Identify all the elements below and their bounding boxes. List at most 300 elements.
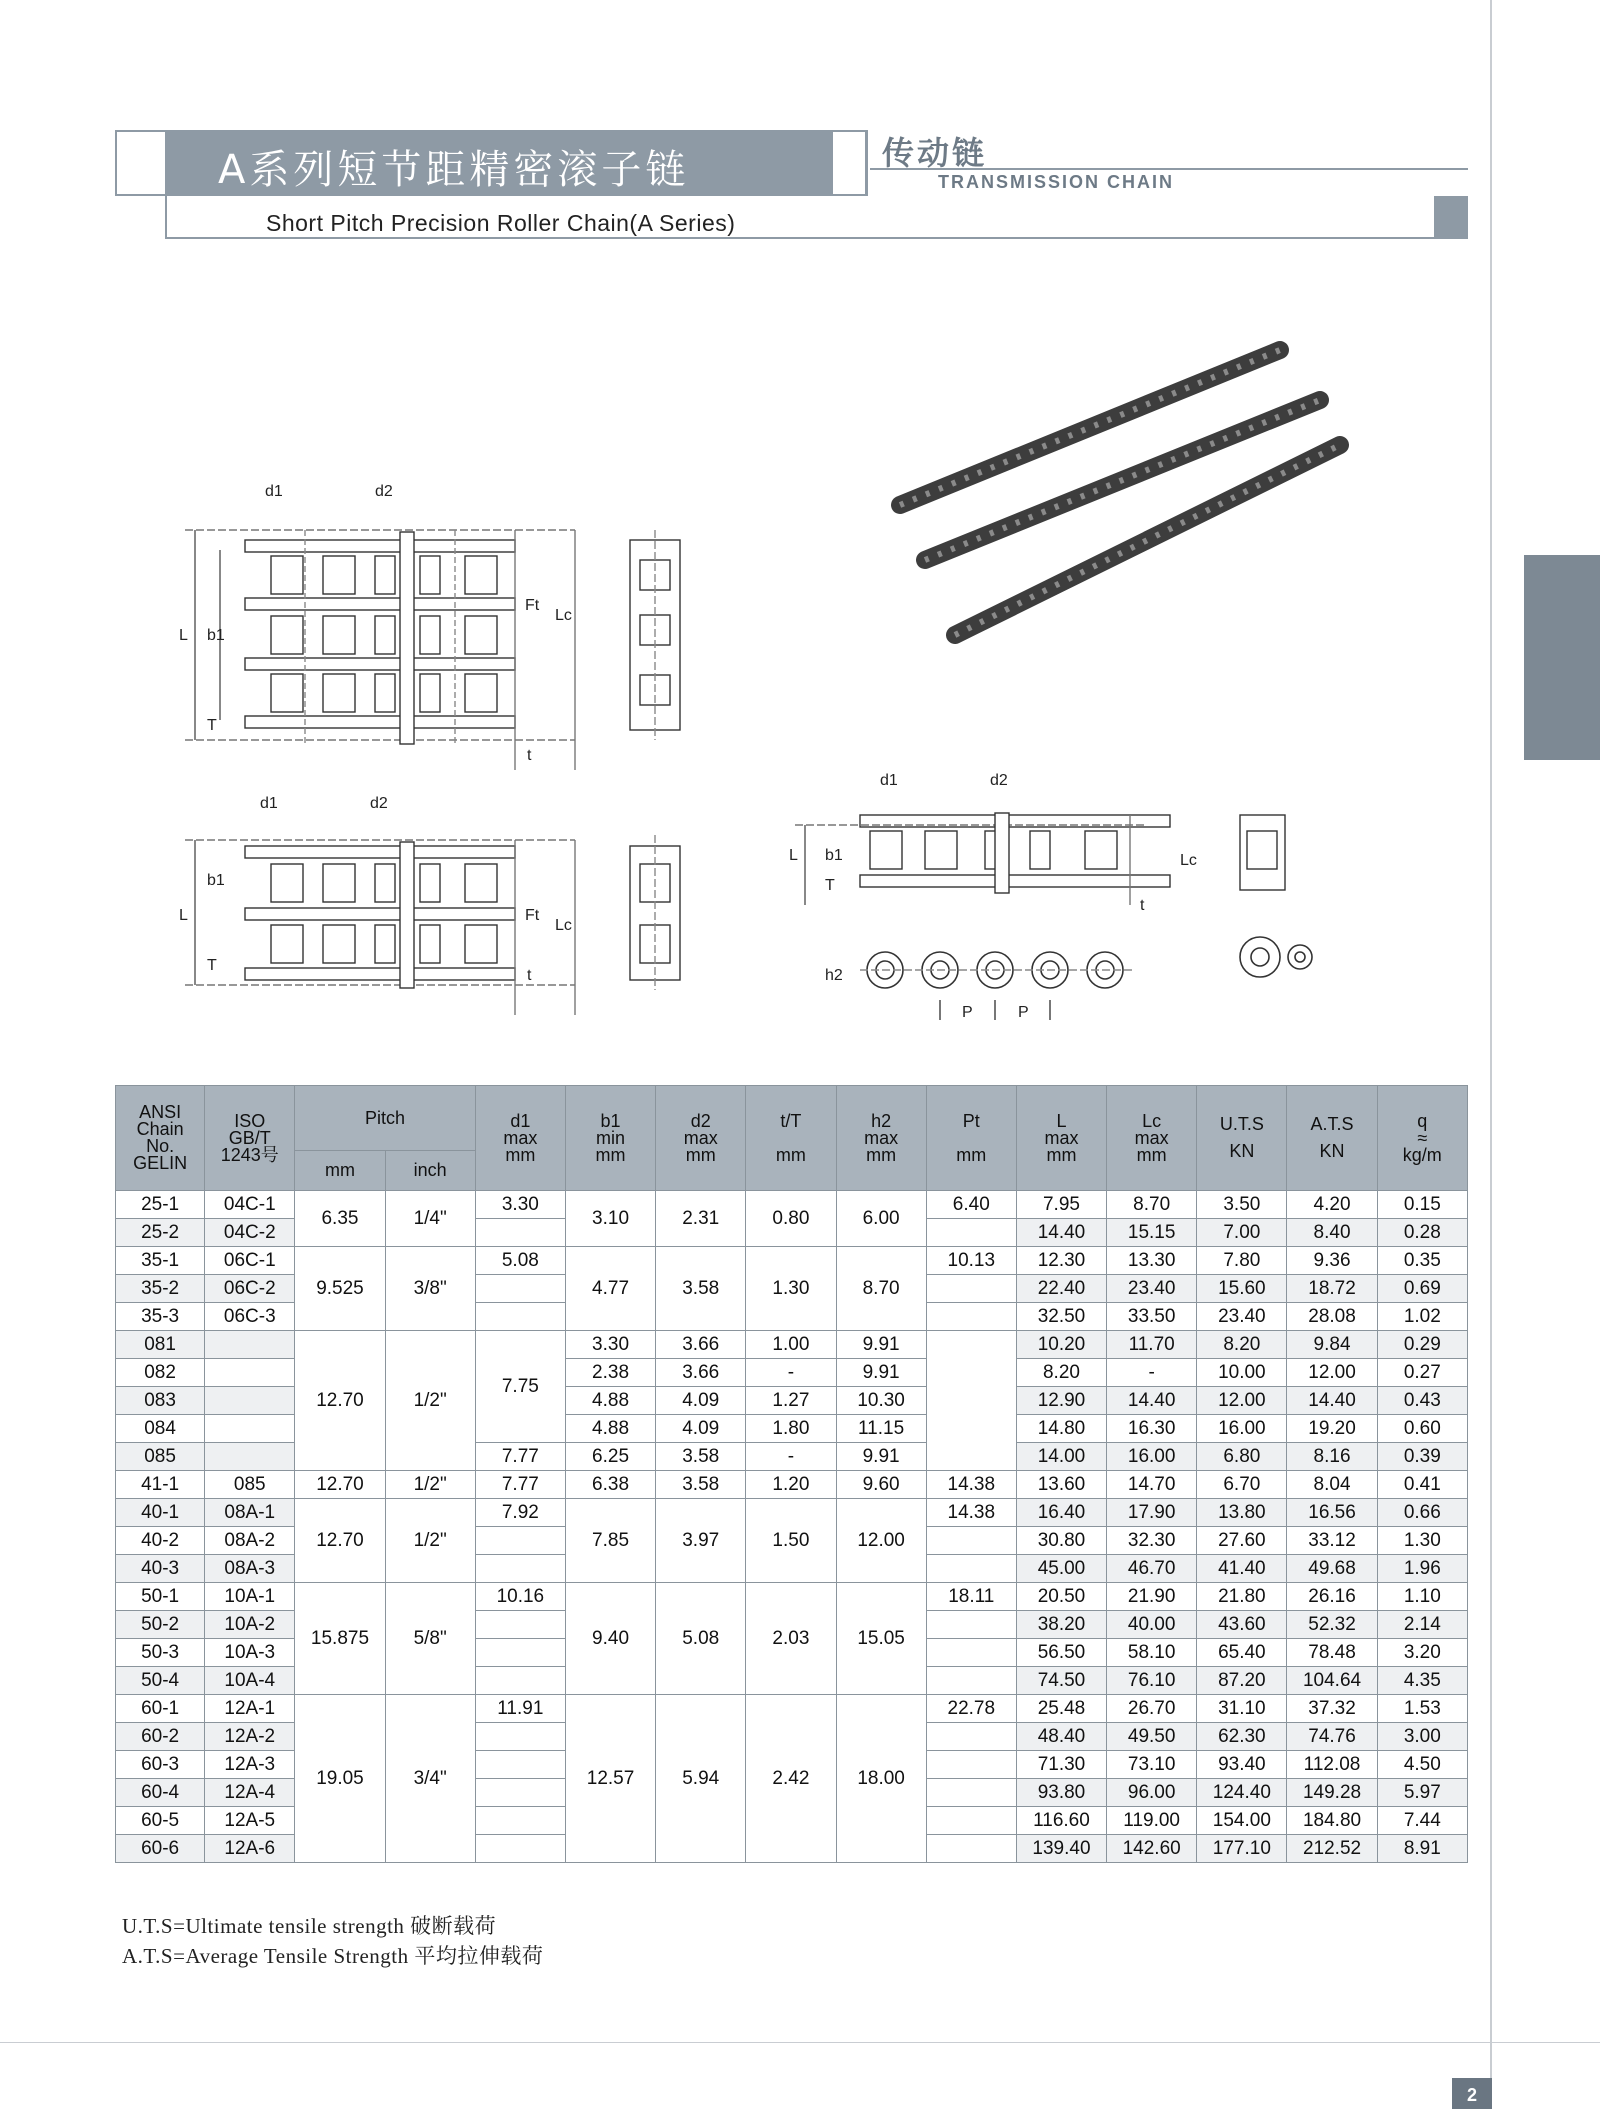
table-cell: 27.60: [1197, 1527, 1287, 1555]
table-cell: 12.00: [1197, 1387, 1287, 1415]
th-pt: [926, 1086, 1016, 1191]
th-iso-3: 1243号: [220, 1144, 279, 1165]
table-cell: 1.30: [746, 1247, 836, 1331]
th-q-2: ≈: [1417, 1127, 1428, 1148]
table-cell: 5.08: [656, 1583, 746, 1695]
table-cell: 10A-2: [205, 1611, 295, 1639]
table-cell: 4.77: [565, 1247, 655, 1331]
table-cell: 15.60: [1197, 1275, 1287, 1303]
label-d2: d2: [375, 483, 393, 500]
table-cell: 7.85: [565, 1499, 655, 1583]
th-d2-2: max: [683, 1127, 718, 1148]
table-cell: 50-3: [116, 1639, 205, 1667]
table-cell: 14.38: [926, 1471, 1016, 1499]
table-cell: [205, 1415, 295, 1443]
table-cell: 9.36: [1287, 1247, 1377, 1275]
table-cell: 06C-1: [205, 1247, 295, 1275]
label-Lc: Lc: [555, 607, 572, 624]
table-cell: [475, 1723, 565, 1751]
th-q-3: kg/m: [1402, 1144, 1442, 1165]
note-uts: U.T.S=Ultimate tensile strength 破断载荷: [122, 1914, 497, 1938]
th-d1-3: mm: [505, 1144, 536, 1165]
table-cell: 1.50: [746, 1499, 836, 1583]
th-ansi-3: No.: [146, 1136, 175, 1156]
table-cell: 1.00: [746, 1331, 836, 1359]
th-iso-1: ISO: [234, 1110, 266, 1131]
table-cell: [475, 1611, 565, 1639]
table-cell: 21.90: [1107, 1583, 1197, 1611]
table-cell: [205, 1387, 295, 1415]
table-cell: [475, 1219, 565, 1247]
table-cell: [926, 1331, 1016, 1471]
table-cell: 7.92: [475, 1499, 565, 1527]
table-cell: [475, 1807, 565, 1835]
th-b1-2: min: [596, 1127, 626, 1148]
label-L: L: [179, 627, 188, 644]
triplex-chain-drawing: [175, 470, 745, 770]
table-cell: [926, 1555, 1016, 1583]
table-cell: 6.40: [926, 1191, 1016, 1219]
table-cell: 15.15: [1107, 1219, 1197, 1247]
table-cell: 3.30: [565, 1331, 655, 1359]
table-cell: 26.70: [1107, 1695, 1197, 1723]
table-cell: 12A-2: [205, 1723, 295, 1751]
table-cell: 083: [116, 1387, 205, 1415]
table-cell: 33.12: [1287, 1527, 1377, 1555]
table-cell: 8.04: [1287, 1471, 1377, 1499]
table-cell: 23.40: [1107, 1275, 1197, 1303]
table-cell: 0.35: [1377, 1247, 1467, 1275]
th-L-2: max: [1044, 1127, 1079, 1148]
table-cell: 3.00: [1377, 1723, 1467, 1751]
table-cell: 1/2": [385, 1471, 475, 1499]
th-ansi: [116, 1086, 205, 1191]
table-cell: 1.02: [1377, 1303, 1467, 1331]
table-cell: 14.80: [1016, 1415, 1106, 1443]
table-cell: 2.38: [565, 1359, 655, 1387]
table-cell: 2.31: [656, 1191, 746, 1247]
table-cell: 4.50: [1377, 1751, 1467, 1779]
table-cell: 06C-3: [205, 1303, 295, 1331]
th-b1: [565, 1086, 655, 1191]
table-cell: 10A-3: [205, 1639, 295, 1667]
table-cell: 084: [116, 1415, 205, 1443]
table-cell: 12A-6: [205, 1835, 295, 1863]
table-cell: [475, 1303, 565, 1331]
label-b1: b1: [207, 627, 225, 644]
table-cell: 5.08: [475, 1247, 565, 1275]
table-cell: 49.68: [1287, 1555, 1377, 1583]
table-cell: 9.525: [295, 1247, 385, 1331]
table-cell: 3.58: [656, 1247, 746, 1331]
table-cell: 45.00: [1016, 1555, 1106, 1583]
table-cell: [926, 1611, 1016, 1639]
table-cell: [475, 1751, 565, 1779]
table-cell: 3.20: [1377, 1639, 1467, 1667]
table-cell: 7.44: [1377, 1807, 1467, 1835]
table-cell: 22.78: [926, 1695, 1016, 1723]
table-cell: 12.00: [836, 1499, 926, 1583]
label-b1-b: b1: [207, 872, 225, 889]
table-cell: 4.35: [1377, 1667, 1467, 1695]
th-uts-1: U.T.S: [1219, 1114, 1264, 1134]
table-cell: 085: [205, 1471, 295, 1499]
table-cell: 5.94: [656, 1695, 746, 1863]
table-cell: 5.97: [1377, 1779, 1467, 1807]
table-cell: 93.80: [1016, 1779, 1106, 1807]
th-pitch-inch: inch: [385, 1151, 475, 1191]
table-cell: 10.20: [1016, 1331, 1106, 1359]
table-cell: 184.80: [1287, 1807, 1377, 1835]
table-cell: 16.00: [1197, 1415, 1287, 1443]
table-cell: 25-2: [116, 1219, 205, 1247]
table-cell: 18.11: [926, 1583, 1016, 1611]
table-cell: 4.88: [565, 1387, 655, 1415]
table-cell: 73.10: [1107, 1751, 1197, 1779]
table-cell: 49.50: [1107, 1723, 1197, 1751]
table-body: [116, 1191, 1468, 1863]
table-cell: 8.40: [1287, 1219, 1377, 1247]
th-d1: [475, 1086, 565, 1191]
table-cell: 41-1: [116, 1471, 205, 1499]
table-cell: 081: [116, 1331, 205, 1359]
table-cell: 9.84: [1287, 1331, 1377, 1359]
table-cell: 48.40: [1016, 1723, 1106, 1751]
table-cell: 6.80: [1197, 1443, 1287, 1471]
table-cell: 112.08: [1287, 1751, 1377, 1779]
note-ats: A.T.S=Average Tensile Strength 平均拉伸载荷: [122, 1944, 544, 1968]
table-cell: 0.66: [1377, 1499, 1467, 1527]
th-iso: [205, 1086, 295, 1191]
label-L-b: L: [179, 907, 188, 924]
table-cell: 08A-2: [205, 1527, 295, 1555]
th-pt-1: Pt: [962, 1110, 980, 1131]
table-cell: 10A-4: [205, 1667, 295, 1695]
table-cell: 6.70: [1197, 1471, 1287, 1499]
table-cell: 17.90: [1107, 1499, 1197, 1527]
table-cell: 10.00: [1197, 1359, 1287, 1387]
table-cell: 60-6: [116, 1835, 205, 1863]
table-cell: [926, 1779, 1016, 1807]
table-cell: 7.77: [475, 1471, 565, 1499]
table-cell: 50-1: [116, 1583, 205, 1611]
table-cell: -: [746, 1443, 836, 1471]
table-cell: 87.20: [1197, 1667, 1287, 1695]
th-q: [1377, 1086, 1467, 1191]
table-cell: 8.20: [1016, 1359, 1106, 1387]
table-cell: 6.00: [836, 1191, 926, 1247]
table-cell: 26.16: [1287, 1583, 1377, 1611]
table-cell: [475, 1779, 565, 1807]
table-cell: 8.70: [1107, 1191, 1197, 1219]
label-Lc-c: Lc: [1180, 852, 1197, 869]
table-cell: 35-3: [116, 1303, 205, 1331]
table-cell: 082: [116, 1359, 205, 1387]
table-cell: [205, 1331, 295, 1359]
th-tT-3: mm: [775, 1144, 806, 1165]
table-cell: 8.91: [1377, 1835, 1467, 1863]
table-row: [116, 1191, 1468, 1219]
table-cell: 58.10: [1107, 1639, 1197, 1667]
th-ats-1: A.T.S: [1310, 1114, 1354, 1134]
th-tT: [746, 1086, 836, 1191]
table-cell: 37.32: [1287, 1695, 1377, 1723]
table-cell: 12A-3: [205, 1751, 295, 1779]
label-b1-c: b1: [825, 847, 843, 864]
label-d2-b: d2: [370, 795, 388, 812]
th-q-1: q: [1417, 1110, 1428, 1131]
th-L: [1016, 1086, 1106, 1191]
table-cell: [475, 1667, 565, 1695]
label-L-c: L: [789, 847, 798, 864]
table-cell: 16.00: [1107, 1443, 1197, 1471]
label-d1: d1: [265, 483, 283, 500]
table-cell: 9.60: [836, 1471, 926, 1499]
table-cell: 0.41: [1377, 1471, 1467, 1499]
table-cell: 25.48: [1016, 1695, 1106, 1723]
table-cell: 3.97: [656, 1499, 746, 1583]
table-cell: 19.20: [1287, 1415, 1377, 1443]
table-cell: 11.15: [836, 1415, 926, 1443]
table-cell: 1.10: [1377, 1583, 1467, 1611]
label-t-b: t: [527, 967, 532, 984]
table-cell: 60-1: [116, 1695, 205, 1723]
table-cell: [475, 1639, 565, 1667]
table-row: [116, 1499, 1468, 1527]
label-T: T: [207, 717, 217, 734]
chapter-tab: [1524, 555, 1600, 760]
label-T-c: T: [825, 877, 835, 894]
th-ats-3: KN: [1319, 1141, 1345, 1161]
table-cell: 3.66: [656, 1359, 746, 1387]
th-b1-1: b1: [600, 1110, 621, 1131]
table-cell: 3.58: [656, 1471, 746, 1499]
th-ansi-1: ANSI: [139, 1102, 182, 1122]
table-cell: 104.64: [1287, 1667, 1377, 1695]
table-cell: 9.91: [836, 1331, 926, 1359]
th-L-3: mm: [1046, 1144, 1077, 1165]
table-cell: 119.00: [1107, 1807, 1197, 1835]
table-cell: 14.38: [926, 1499, 1016, 1527]
table-cell: 12A-1: [205, 1695, 295, 1723]
table-cell: 08A-1: [205, 1499, 295, 1527]
page-subtitle: Short Pitch Precision Roller Chain(A Series): [266, 210, 736, 236]
table-cell: 12A-5: [205, 1807, 295, 1835]
table-cell: 1/4": [385, 1191, 475, 1247]
section-title-cn: 传动链: [882, 134, 988, 172]
table-cell: 20.50: [1016, 1583, 1106, 1611]
label-P2: P: [1018, 1004, 1029, 1021]
spec-table: [115, 1085, 1468, 1863]
label-d1-b: d1: [260, 795, 278, 812]
table-cell: 93.40: [1197, 1751, 1287, 1779]
table-cell: 3.10: [565, 1191, 655, 1247]
table-cell: -: [746, 1359, 836, 1387]
table-cell: 96.00: [1107, 1779, 1197, 1807]
th-b1-3: mm: [595, 1144, 626, 1165]
table-cell: 30.80: [1016, 1527, 1106, 1555]
table-cell: 2.03: [746, 1583, 836, 1695]
table-cell: [475, 1527, 565, 1555]
table-cell: 13.80: [1197, 1499, 1287, 1527]
table-cell: 12A-4: [205, 1779, 295, 1807]
table-cell: 139.40: [1016, 1835, 1106, 1863]
table-cell: 12.90: [1016, 1387, 1106, 1415]
table-cell: [926, 1835, 1016, 1863]
table-cell: 14.00: [1016, 1443, 1106, 1471]
table-cell: [205, 1359, 295, 1387]
table-cell: 14.40: [1287, 1387, 1377, 1415]
table-cell: 212.52: [1287, 1835, 1377, 1863]
th-pt-3: mm: [956, 1144, 987, 1165]
table-cell: 21.80: [1197, 1583, 1287, 1611]
table-cell: 7.00: [1197, 1219, 1287, 1247]
table-cell: 04C-2: [205, 1219, 295, 1247]
table-cell: 2.42: [746, 1695, 836, 1863]
label-h2: h2: [825, 967, 843, 984]
table-cell: 18.72: [1287, 1275, 1377, 1303]
th-d1-2: max: [503, 1127, 538, 1148]
table-cell: 60-2: [116, 1723, 205, 1751]
table-cell: 0.69: [1377, 1275, 1467, 1303]
table-cell: 4.20: [1287, 1191, 1377, 1219]
table-cell: 1/2": [385, 1499, 475, 1583]
label-T-b: T: [207, 957, 217, 974]
table-cell: 7.95: [1016, 1191, 1106, 1219]
table-cell: 9.91: [836, 1443, 926, 1471]
label-Ft-b: Ft: [525, 907, 540, 924]
table-cell: [926, 1219, 1016, 1247]
table-cell: 1.53: [1377, 1695, 1467, 1723]
table-cell: 6.35: [295, 1191, 385, 1247]
table-row: [116, 1695, 1468, 1723]
table-cell: 7.77: [475, 1443, 565, 1471]
table-cell: 11.70: [1107, 1331, 1197, 1359]
table-cell: 16.40: [1016, 1499, 1106, 1527]
th-uts: [1197, 1086, 1287, 1191]
th-pitch-mm: mm: [295, 1151, 385, 1191]
table-cell: 40-1: [116, 1499, 205, 1527]
label-P1: P: [962, 1004, 973, 1021]
table-row: [116, 1247, 1468, 1275]
th-uts-3: KN: [1229, 1141, 1255, 1161]
table-cell: 32.50: [1016, 1303, 1106, 1331]
th-h2-2: max: [864, 1127, 899, 1148]
table-cell: 15.875: [295, 1583, 385, 1695]
margin-line: [1490, 0, 1492, 2109]
th-ats: [1287, 1086, 1377, 1191]
table-cell: 0.28: [1377, 1219, 1467, 1247]
table-cell: 4.09: [656, 1387, 746, 1415]
table-cell: 52.32: [1287, 1611, 1377, 1639]
table-cell: 0.27: [1377, 1359, 1467, 1387]
table-cell: [475, 1275, 565, 1303]
th-L-1: L: [1056, 1110, 1067, 1131]
table-header: [116, 1086, 1468, 1191]
th-Lc-3: mm: [1136, 1144, 1167, 1165]
table-cell: 0.39: [1377, 1443, 1467, 1471]
table-cell: 16.30: [1107, 1415, 1197, 1443]
table-cell: [205, 1443, 295, 1471]
subtitle-accent-block: [1434, 196, 1468, 239]
table-cell: 1.30: [1377, 1527, 1467, 1555]
table-cell: 4.09: [656, 1415, 746, 1443]
table-cell: 3/8": [385, 1247, 475, 1331]
table-cell: 12.30: [1016, 1247, 1106, 1275]
table-cell: 154.00: [1197, 1807, 1287, 1835]
table-cell: 1.27: [746, 1387, 836, 1415]
section-title-en: TRANSMISSION CHAIN: [938, 172, 1175, 192]
table-cell: 3.50: [1197, 1191, 1287, 1219]
th-iso-2: GB/T: [228, 1127, 271, 1148]
table-cell: 10.16: [475, 1583, 565, 1611]
table-cell: [926, 1751, 1016, 1779]
table-cell: 76.10: [1107, 1667, 1197, 1695]
table-cell: 8.16: [1287, 1443, 1377, 1471]
table-cell: [926, 1303, 1016, 1331]
table-cell: 22.40: [1016, 1275, 1106, 1303]
table-cell: 177.10: [1197, 1835, 1287, 1863]
table-cell: 10.13: [926, 1247, 1016, 1275]
simplex-chain-drawing: [785, 765, 1365, 1035]
label-d1-c: d1: [880, 772, 898, 789]
table-cell: 8.70: [836, 1247, 926, 1331]
table-cell: 4.88: [565, 1415, 655, 1443]
label-Lc-b: Lc: [555, 917, 572, 934]
th-d2-1: d2: [690, 1110, 711, 1131]
table-cell: 1.96: [1377, 1555, 1467, 1583]
table-cell: 0.80: [746, 1191, 836, 1247]
table-cell: 74.76: [1287, 1723, 1377, 1751]
table-cell: 41.40: [1197, 1555, 1287, 1583]
th-Lc: [1107, 1086, 1197, 1191]
table-cell: 10A-1: [205, 1583, 295, 1611]
th-tT-2: [746, 1130, 835, 1147]
table-cell: 1/2": [385, 1331, 475, 1471]
table-cell: 6.38: [565, 1471, 655, 1499]
table-cell: 60-4: [116, 1779, 205, 1807]
table-cell: 33.50: [1107, 1303, 1197, 1331]
th-ansi-2: Chain: [136, 1119, 184, 1139]
th-pitch: Pitch: [295, 1086, 475, 1151]
table-cell: 18.00: [836, 1695, 926, 1863]
table-cell: 50-2: [116, 1611, 205, 1639]
table-row: [116, 1331, 1468, 1359]
table-cell: 65.40: [1197, 1639, 1287, 1667]
table-cell: 14.40: [1016, 1219, 1106, 1247]
table-cell: 9.40: [565, 1583, 655, 1695]
table-cell: [926, 1527, 1016, 1555]
th-Lc-1: Lc: [1142, 1110, 1162, 1131]
table-row: [116, 1583, 1468, 1611]
table-cell: [475, 1555, 565, 1583]
chain-product-photo: [880, 330, 1360, 660]
table-cell: 14.70: [1107, 1471, 1197, 1499]
th-Lc-2: max: [1134, 1127, 1169, 1148]
table-cell: 35-2: [116, 1275, 205, 1303]
table-cell: 9.91: [836, 1359, 926, 1387]
table-cell: 3.66: [656, 1331, 746, 1359]
table-cell: 5/8": [385, 1583, 475, 1695]
table-cell: 149.28: [1287, 1779, 1377, 1807]
table-cell: 6.25: [565, 1443, 655, 1471]
table-cell: 32.30: [1107, 1527, 1197, 1555]
table-cell: 40-3: [116, 1555, 205, 1583]
footer-line: [0, 2042, 1600, 2043]
label-t-c: t: [1140, 897, 1145, 914]
table-row: [116, 1471, 1468, 1499]
th-d1-1: d1: [510, 1110, 531, 1131]
